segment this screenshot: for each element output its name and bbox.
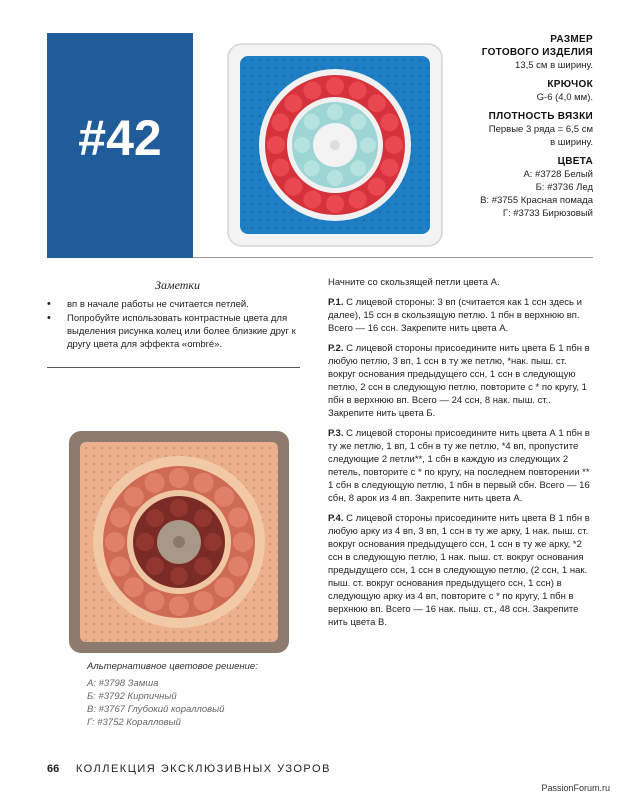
alt-color-c: В: #3767 Глубокий коралловый [87, 704, 225, 715]
main-square-photo [224, 40, 446, 250]
page-footer [47, 763, 331, 775]
color-c: В: #3755 Красная помада [480, 195, 593, 206]
puff-stitch [385, 136, 403, 154]
color-b: Б: #3736 Лед [535, 182, 593, 193]
page-number: 66 [47, 763, 60, 775]
puff-stitch [146, 509, 164, 527]
puff-stitch [105, 532, 125, 552]
puff-stitch [381, 159, 399, 177]
puff-stitch [381, 113, 399, 131]
row-text: С лицевой стороны: 3 вп (считается как 1 ссн здесь и далее), 15 ссн в скользящую петлю. 1 пбн в верхнюю вп. Всего — 16 ссн. Закрепите нить цвета А. [328, 297, 582, 334]
color-a: А: #3728 Белый [523, 169, 593, 180]
alternative-title: Альтернативное цветовое решение: [87, 661, 258, 672]
size-heading: РАЗМЕР [550, 34, 593, 45]
specs-panel [480, 33, 593, 220]
puff-stitch [327, 104, 343, 120]
puff-stitch [368, 94, 386, 112]
puff-stitch [194, 509, 212, 527]
header-divider [193, 257, 593, 258]
hook-heading: КРЮЧОК [547, 79, 593, 90]
row-label: Р.2. [328, 343, 344, 354]
puff-stitch [193, 473, 213, 493]
colors-heading: ЦВЕТА [557, 156, 593, 167]
puff-stitch [169, 468, 189, 488]
row-text: С лицевой стороны присоедините нить цвета В 1 пбн в любую арку из 4 вп, 3 вп, 1 ссн в ту же арку, 1 нак. пыш. ст. вокруг основания предыдущего ссн, 1 ссн в ту же арку, *2 ссн в следующую петлю, 1 нак. пыш. ст. вокруг основания предыдущего ссн, 1 ссн в следующую петлю, (2 ссн, 1 нак. пыш. ст. вокруг основания предыдущего ссн, 1 ссн) в следующую арку из 4 вп, повторите с * по кругу, 1 пбн в верхнюю вп. Всего — 16 нак. пыш. ст., 48 ссн. Закрепите нить цвета В. [328, 513, 590, 628]
puff-stitch [303, 191, 321, 209]
puff-stitch [304, 160, 320, 176]
list-item: • Попробуйте использовать контрастные цвета для выделения рисунка колец или более близкие друг к другу цвета для эффекта «ombré». [38, 312, 300, 351]
puff-stitch [214, 577, 234, 597]
puff-stitch [170, 567, 188, 585]
watermark: PassionForum.ru [541, 783, 610, 793]
hook-value: G-6 (4,0 мм). [536, 92, 593, 103]
alt-color-a: А: #3798 Замша [87, 678, 159, 689]
puff-stitch [360, 137, 376, 153]
row-3 [328, 427, 590, 505]
puff-stitch [350, 160, 366, 176]
puff-stitch [204, 533, 222, 551]
row-label: Р.3. [328, 428, 344, 439]
row-text: С лицевой стороны присоедините нить цвета А 1 пбн в ту же петлю, 1 вп, 1 сбн в ту же петлю, *4 вп, пропустите следующие 2 петли**, 1 сбн в каждую из следующих 2 петель, повторите с * по кругу, на последнем повторении ** 1 сбн в следующую петлю, 1 пбн в первый сбн. Всего — 16 сбн, 8 арок из 4 вп. Закрепите нить цвета А. [328, 428, 590, 504]
puff-stitch [145, 473, 165, 493]
puff-stitch [193, 591, 213, 611]
puff-stitch [294, 137, 310, 153]
puff-stitch [327, 170, 343, 186]
row-label: Р.1. [328, 297, 344, 308]
puff-stitch [170, 499, 188, 517]
alternative-colors [87, 660, 258, 729]
notes-divider [47, 367, 300, 368]
notes-list [38, 298, 300, 352]
gauge-value: Первые 3 ряда = 6,5 см [488, 124, 593, 135]
puff-stitch [110, 556, 130, 576]
row-label: Р.4. [328, 513, 344, 524]
puff-stitch [284, 178, 302, 196]
puff-stitch [233, 532, 253, 552]
alt-color-b: Б: #3792 Кирпичный [87, 691, 177, 702]
puff-stitch [326, 195, 344, 213]
puff-stitch [124, 577, 144, 597]
pattern-number: #42 [78, 110, 162, 166]
alt-color-d: Г: #3752 Коралловый [87, 717, 181, 728]
puff-stitch [326, 77, 344, 95]
puff-stitch [136, 533, 154, 551]
puff-stitch [146, 557, 164, 575]
puff-stitch [194, 557, 212, 575]
puff-stitch [303, 81, 321, 99]
puff-stitch [124, 487, 144, 507]
notes-title: Заметки [155, 278, 201, 292]
puff-stitch [214, 487, 234, 507]
puff-stitch [169, 596, 189, 616]
row-4 [328, 512, 590, 629]
puff-stitch [267, 136, 285, 154]
size-value: 13,5 см в ширину. [515, 60, 593, 71]
puff-stitch [228, 508, 248, 528]
color-d: Г: #3733 Бирюзовый [502, 208, 593, 219]
puff-stitch [304, 114, 320, 130]
list-item: • вп в начале работы не считается петлей. [38, 298, 300, 311]
gauge-value-2: в ширину. [550, 137, 593, 148]
puff-stitch [368, 178, 386, 196]
row-2 [328, 342, 590, 420]
row-text: С лицевой стороны присоедините нить цвета Б 1 пбн в любую петлю, 3 вп, 1 ссн в ту же петлю, *нак. пыш. ст. вокруг основания предыдущего ссн, 1 ссн в следующую петлю, 2 ссн в следующую петлю, повторите с * по кругу, 1 пбн в верхнюю вп. Всего — 24 ссн, 8 нак. пыш. ст.. Закрепите нить цвета Б. [328, 343, 590, 419]
puff-stitch [349, 191, 367, 209]
puff-stitch [349, 81, 367, 99]
alternative-square-photo [66, 428, 292, 656]
size-heading-2: ГОТОВОГО ИЗДЕЛИЯ [481, 47, 593, 58]
puff-stitch [284, 94, 302, 112]
puff-stitch [145, 591, 165, 611]
instructions [328, 276, 590, 636]
puff-stitch [271, 113, 289, 131]
gauge-heading: ПЛОТНОСТЬ ВЯЗКИ [488, 111, 593, 122]
puff-stitch [110, 508, 130, 528]
puff-stitch [228, 556, 248, 576]
row-1 [328, 296, 590, 335]
book-title: КОЛЛЕКЦИЯ ЭКСКЛЮЗИВНЫХ УЗОРОВ [75, 763, 331, 775]
puff-stitch [271, 159, 289, 177]
puff-stitch [350, 114, 366, 130]
instructions-intro: Начните со скользящей петли цвета А. [328, 277, 500, 288]
